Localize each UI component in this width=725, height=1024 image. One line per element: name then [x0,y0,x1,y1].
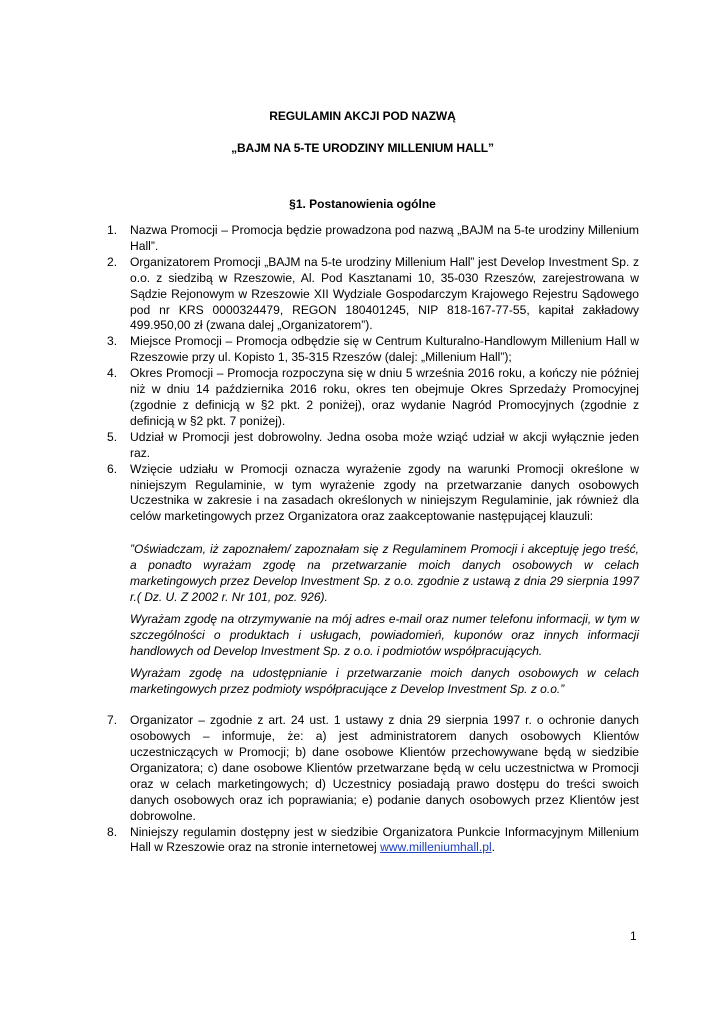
consent-clause-2: Wyrażam zgodę na otrzymywanie na mój adres e-mail oraz numer telefonu informacji, w tym w szczególności o produktach i usługach, powiadomień, kuponów oraz innych informacji handlowych od Develop Investment Sp. z o.o. i podmiotów współpracujących. [130,612,639,659]
list-item [107,462,639,698]
item-text: Nazwa Promocji – Promocja będzie prowadzona pod nazwą „BAJM na 5-te urodziny Millenium Hall”. [130,223,639,253]
item-number: 3. [107,334,118,349]
item-number: 4. [107,366,118,381]
list-item [107,334,639,366]
item-text: Niniejszy regulamin dostępny jest w siedzibie Organizatora Punkcie Informacyjnym Millenium Hall w Rzeszowie oraz na stronie internetowej [130,824,639,855]
list-item [107,223,639,255]
item-text-end: . [491,840,496,855]
item-text: Organizator – zgodnie z art. 24 ust. 1 ustawy z dnia 29 sierpnia 1997 r. o ochronie danych osobowych – informuje, że: a) jest administratorem danych osobowych Klientów uczestniczących w Promocji; b) dane osobowe Klientów przechowywane będą w siedzibie Organizatora; c) dane osobowe Klientów przetwarzane będą w celu uczestnictwa w Promocji oraz w celach marketingowych; d) Uczestnicy posiadają prawo dostępu do treści swoich danych osobowych oraz ich poprawiania; e) podanie danych osobowych przez Klientów jest dobrowolne. [130,713,639,823]
item-number: 7. [107,713,118,728]
item-text: Organizatorem Promocji „BAJM na 5-te urodziny Millenium Hall” jest Develop Investment Sp. z o.o. z siedzibą w Rzeszowie, Al. Pod Kasztanami 10, 35-030 Rzeszów, zarejestrowana w Sądzie Rejonowym w Rzeszowie XII Wydziale Gospodarczym Krajowego Rejestru Sądowego pod nr KRS 0000324479, REGON 180401245, NIP 818-167-77-55, kapitał zakładowy 499.950,00 zł (zwana dalej „Organizatorem”). [130,254,639,333]
website-link[interactable]: www.milleniumhall.pl [380,840,492,855]
provisions-list [107,223,639,856]
item-number: 2. [107,254,118,269]
page-number: 1 [630,929,637,943]
list-item [107,366,639,430]
item-text: Wzięcie udziału w Promocji oznacza wyrażenie zgody na warunki Promocji określone w niniejszym Regulaminie, w tym wyrażenie zgody na przetwarzanie danych osobowych Uczestnika w zakresie i na zasadach określonych w niniejszym Regulaminie, jak również dla celów marketingowych przez Organizatora oraz zaakceptowanie następującej klauzuli: [130,461,639,524]
document-title-line-2: „BAJM NA 5-TE URODZINY MILLENIUM HALL” [231,141,494,155]
list-item [107,255,639,335]
list-item [107,430,639,462]
list-item [107,825,639,857]
item-text: Udział w Promocji jest dobrowolny. Jedna osoba może wziąć udział w akcji wyłącznie jeden raz. [130,429,639,460]
item-text: Okres Promocji – Promocja rozpoczyna się w dniu 5 września 2016 roku, a kończy nie później niż w dniu 14 października 2016 roku, okres ten obejmuje Okres Sprzedaży Promocyjnej (zgodnie z definicją w §2 pkt. 2 poniżej), oraz wydanie Nagród Promocyjnych (zgodnie z definicją w §2 pkt. 7 poniżej). [130,366,639,428]
item-number: 8. [107,824,118,839]
list-item [107,713,639,824]
consent-clause-3: Wyrażam zgodę na udostępnianie i przetwarzanie moich danych osobowych w celach marketingowych przez podmioty współpracujące z Develop Investment Sp. z o.o.” [130,666,639,697]
item-number: 5. [107,429,118,444]
consent-clause-1: ”Oświadczam, iż zapoznałem/ zapoznałam się z Regulaminem Promocji i akceptuję jego treść, a ponadto wyrażam zgodę na przetwarzanie moich danych osobowych w celach marketingowych przez Develop Investment Sp. z o.o. zgodnie z ustawą z dnia 29 sierpnia 1997 r.( Dz. U. Z 2002 r. Nr 101, poz. 926). [130,542,639,605]
item-number: 6. [107,461,118,476]
section-heading: §1. Postanowienia ogólne [289,197,436,211]
item-text: Miejsce Promocji – Promocja odbędzie się w Centrum Kulturalno-Handlowym Millenium Hall w Rzeszowie przy ul. Kopisto 1, 35-315 Rzeszów (dalej: „Millenium Hall”); [130,334,639,365]
document-title-line-1: REGULAMIN AKCJI POD NAZWĄ [269,109,456,123]
item-number: 1. [107,223,118,237]
